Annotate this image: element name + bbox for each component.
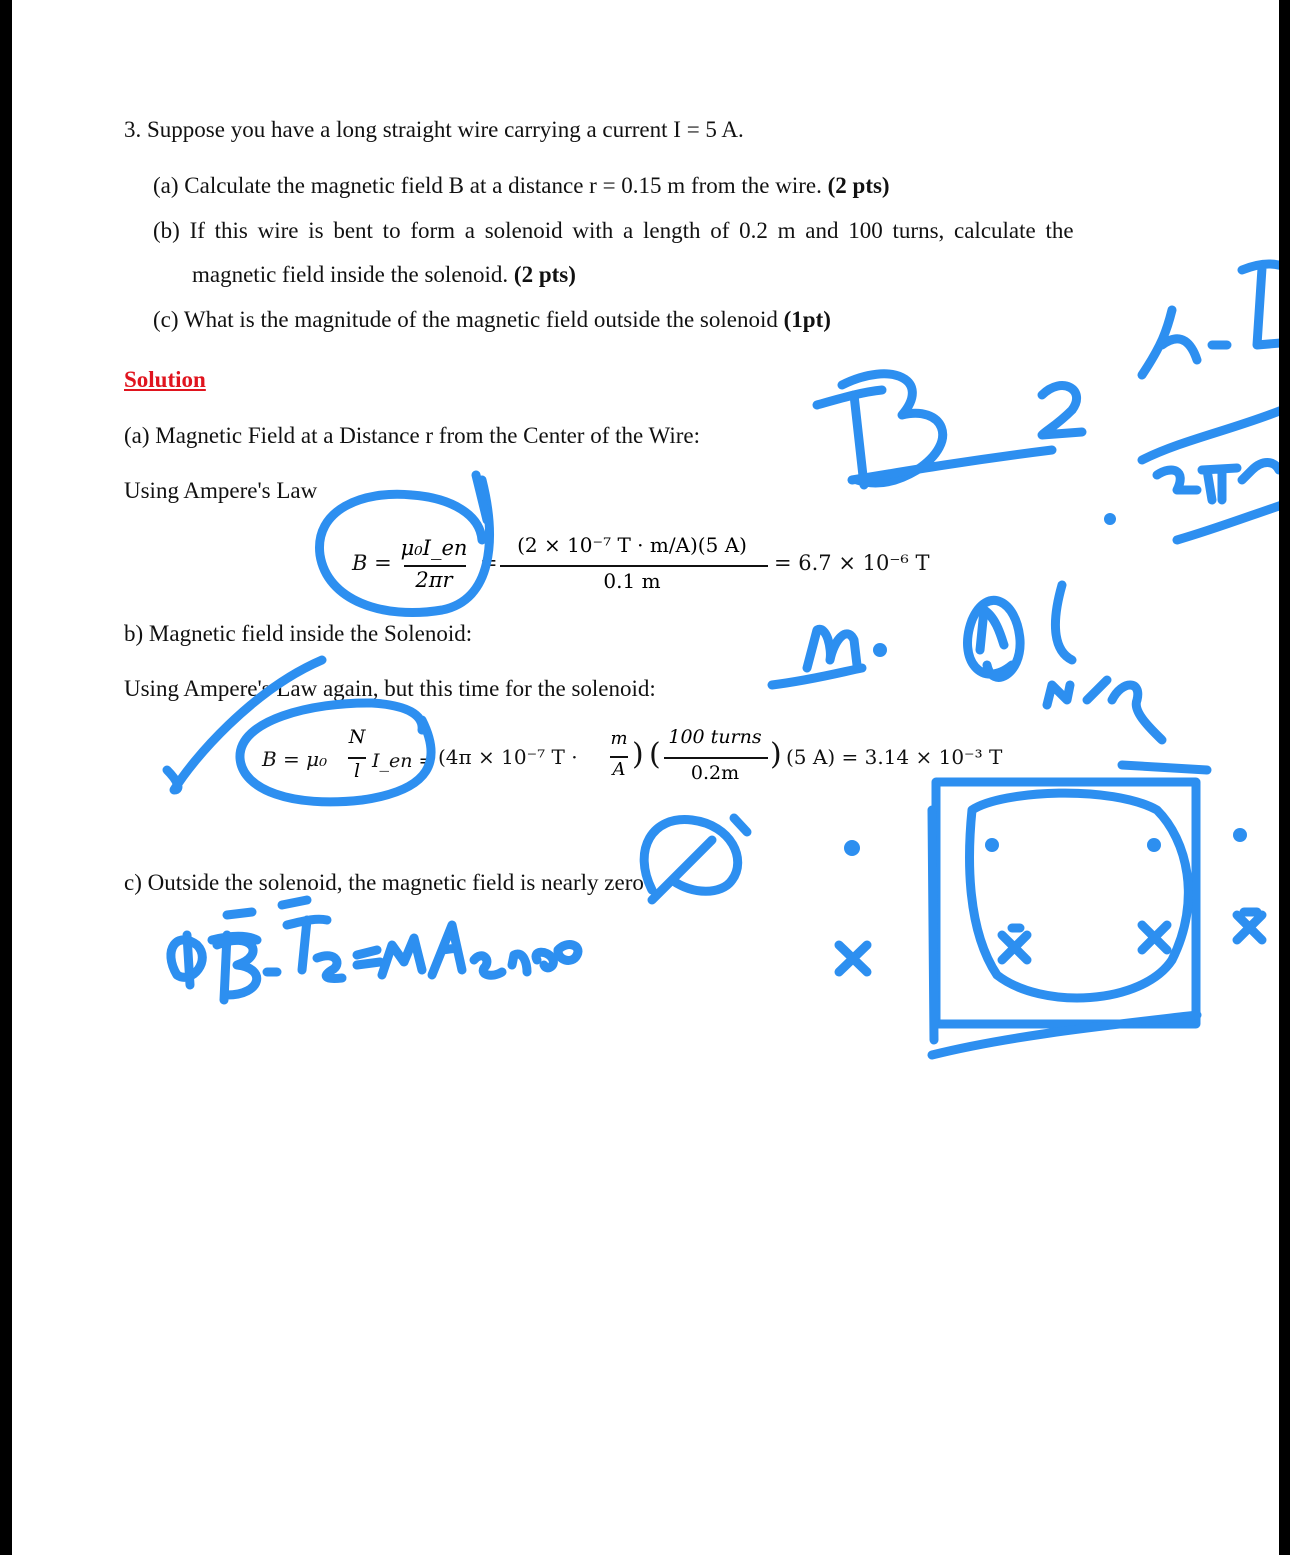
part-b-text: magnetic field inside the solenoid. <box>192 262 509 287</box>
eq-b-n-den: l <box>353 760 361 782</box>
ink-cross-1 <box>839 945 867 972</box>
ink-o-tick <box>734 818 747 832</box>
part-a-question <box>153 174 890 197</box>
ink-subscript-0 <box>873 643 887 657</box>
eq-a-f2-bar <box>500 565 768 567</box>
ink-n-over-l <box>1047 680 1162 740</box>
ink-B <box>212 935 257 1000</box>
eq-a-f2-den: 0.1 m <box>603 569 661 593</box>
eq-a-f1-bar <box>404 565 466 567</box>
part-c-answer: c) Outside the solenoid, the magnetic field is nearly zero <box>124 870 644 895</box>
ink-b-bowls <box>842 374 943 483</box>
eq-b-p1-close: ) <box>632 737 644 772</box>
ink-b-underline <box>852 450 1052 480</box>
eq-b-p2-open: ( <box>649 737 661 772</box>
ink-n <box>980 610 1004 650</box>
ink-mu <box>382 938 422 975</box>
ink-cross-outside <box>1237 912 1262 940</box>
eq-b-p2-close: ) <box>770 737 782 772</box>
eq-b-ien: I_en = <box>372 750 435 772</box>
eq-a-lhs: B = <box>352 551 392 575</box>
ink-dot-outside <box>1233 828 1247 842</box>
document-page <box>12 0 1279 1555</box>
ink-o-around-zero <box>644 820 738 900</box>
ink-dot-i <box>1104 513 1116 525</box>
ink-b-top <box>817 390 882 405</box>
ink-zero <box>558 945 578 961</box>
part-b-method: Using Ampere's Law again, but this time for the solenoid: <box>124 676 656 701</box>
eq-b-turns-num: 100 turns <box>668 726 762 748</box>
ink-base-line <box>932 1015 1197 1055</box>
eq-b-ma-num: m <box>610 728 628 749</box>
ink-n-circle <box>968 600 1021 677</box>
part-b-title: b) Magnetic field inside the Solenoid: <box>124 621 473 646</box>
eq-b-p1: (4π × 10⁻⁷ T · <box>438 745 578 769</box>
ink-dot-inside-1 <box>985 838 999 852</box>
ink-underline-right <box>1177 505 1279 540</box>
ink-cross-inside-2 <box>1142 925 1167 950</box>
ink-side-line <box>932 810 934 1040</box>
part-c-points: (1pt) <box>783 307 831 332</box>
ink-square <box>936 782 1196 1024</box>
ink-equals-2 <box>1042 386 1082 435</box>
ink-underline-mid <box>772 668 862 685</box>
eq-b-n-bar <box>348 757 366 759</box>
part-c-question <box>153 308 831 331</box>
ink-B-arrow <box>227 912 252 915</box>
eq-b-ma-den: A <box>612 759 626 780</box>
part-a-title: (a) Magnetic Field at a Distance r from the Center of the Wire: <box>124 423 700 448</box>
part-b-line2 <box>192 263 576 286</box>
eq-b-lhs: B = μ₀ <box>262 747 328 771</box>
part-a-points: (2 pts) <box>827 173 890 198</box>
ink-dot-inside-2 <box>1147 838 1161 852</box>
ink-frac-bar <box>1142 410 1279 460</box>
ink-loop <box>970 793 1189 998</box>
circle-eq-a-tail <box>476 475 487 520</box>
ink-b-stem <box>854 395 864 485</box>
part-a-method: Using Ampere's Law <box>124 478 318 503</box>
eq-b-tail: (5 A) = 3.14 × 10⁻³ T <box>786 745 1003 769</box>
eq-a-f1-den: 2πr <box>415 568 453 592</box>
eq-a-result: = 6.7 × 10⁻⁶ T <box>774 551 930 575</box>
eq-b-n-num: N <box>348 726 366 748</box>
part-b-line1: (b) If this wire is bent to form a solenoid with a length of 0.2 m and 100 turns, calculate the <box>153 218 1074 243</box>
eq-a-f1-num: μ₀I_en <box>400 536 468 560</box>
ink-I <box>432 925 462 975</box>
ink-equals <box>357 950 380 965</box>
ink-i-top <box>1212 264 1279 345</box>
eq-b-turns-den: 0.2m <box>690 762 740 784</box>
ink-phi <box>171 935 202 985</box>
ink-i <box>1055 585 1072 660</box>
ink-top-line <box>1122 765 1207 770</box>
ink-mu-top <box>1142 310 1197 375</box>
ink-mu0 <box>807 629 857 668</box>
eq-b-turns-bar <box>664 757 768 759</box>
eq-b-ma-bar <box>610 756 628 758</box>
ink-2pir <box>1157 463 1279 501</box>
ink-cross-inside-1 <box>1002 928 1027 960</box>
ink-enc <box>474 952 553 975</box>
eq-a-f2-num: (2 × 10⁻⁷ T · m/A)(5 A) <box>517 533 747 557</box>
ink-dot-field-1 <box>844 840 860 856</box>
part-a-text: (a) Calculate the magnetic field B at a distance r = 0.15 m from the wire. <box>153 173 822 198</box>
solution-heading: Solution <box>124 367 206 392</box>
part-c-text: (c) What is the magnitude of the magnetic field outside the solenoid <box>153 307 778 332</box>
eq-a-equals: = <box>480 551 498 575</box>
problem-stem: 3. Suppose you have a long straight wire carrying a current I = 5 A. <box>124 117 744 142</box>
ink-dS <box>282 900 342 978</box>
part-b-points: (2 pts) <box>513 262 576 287</box>
